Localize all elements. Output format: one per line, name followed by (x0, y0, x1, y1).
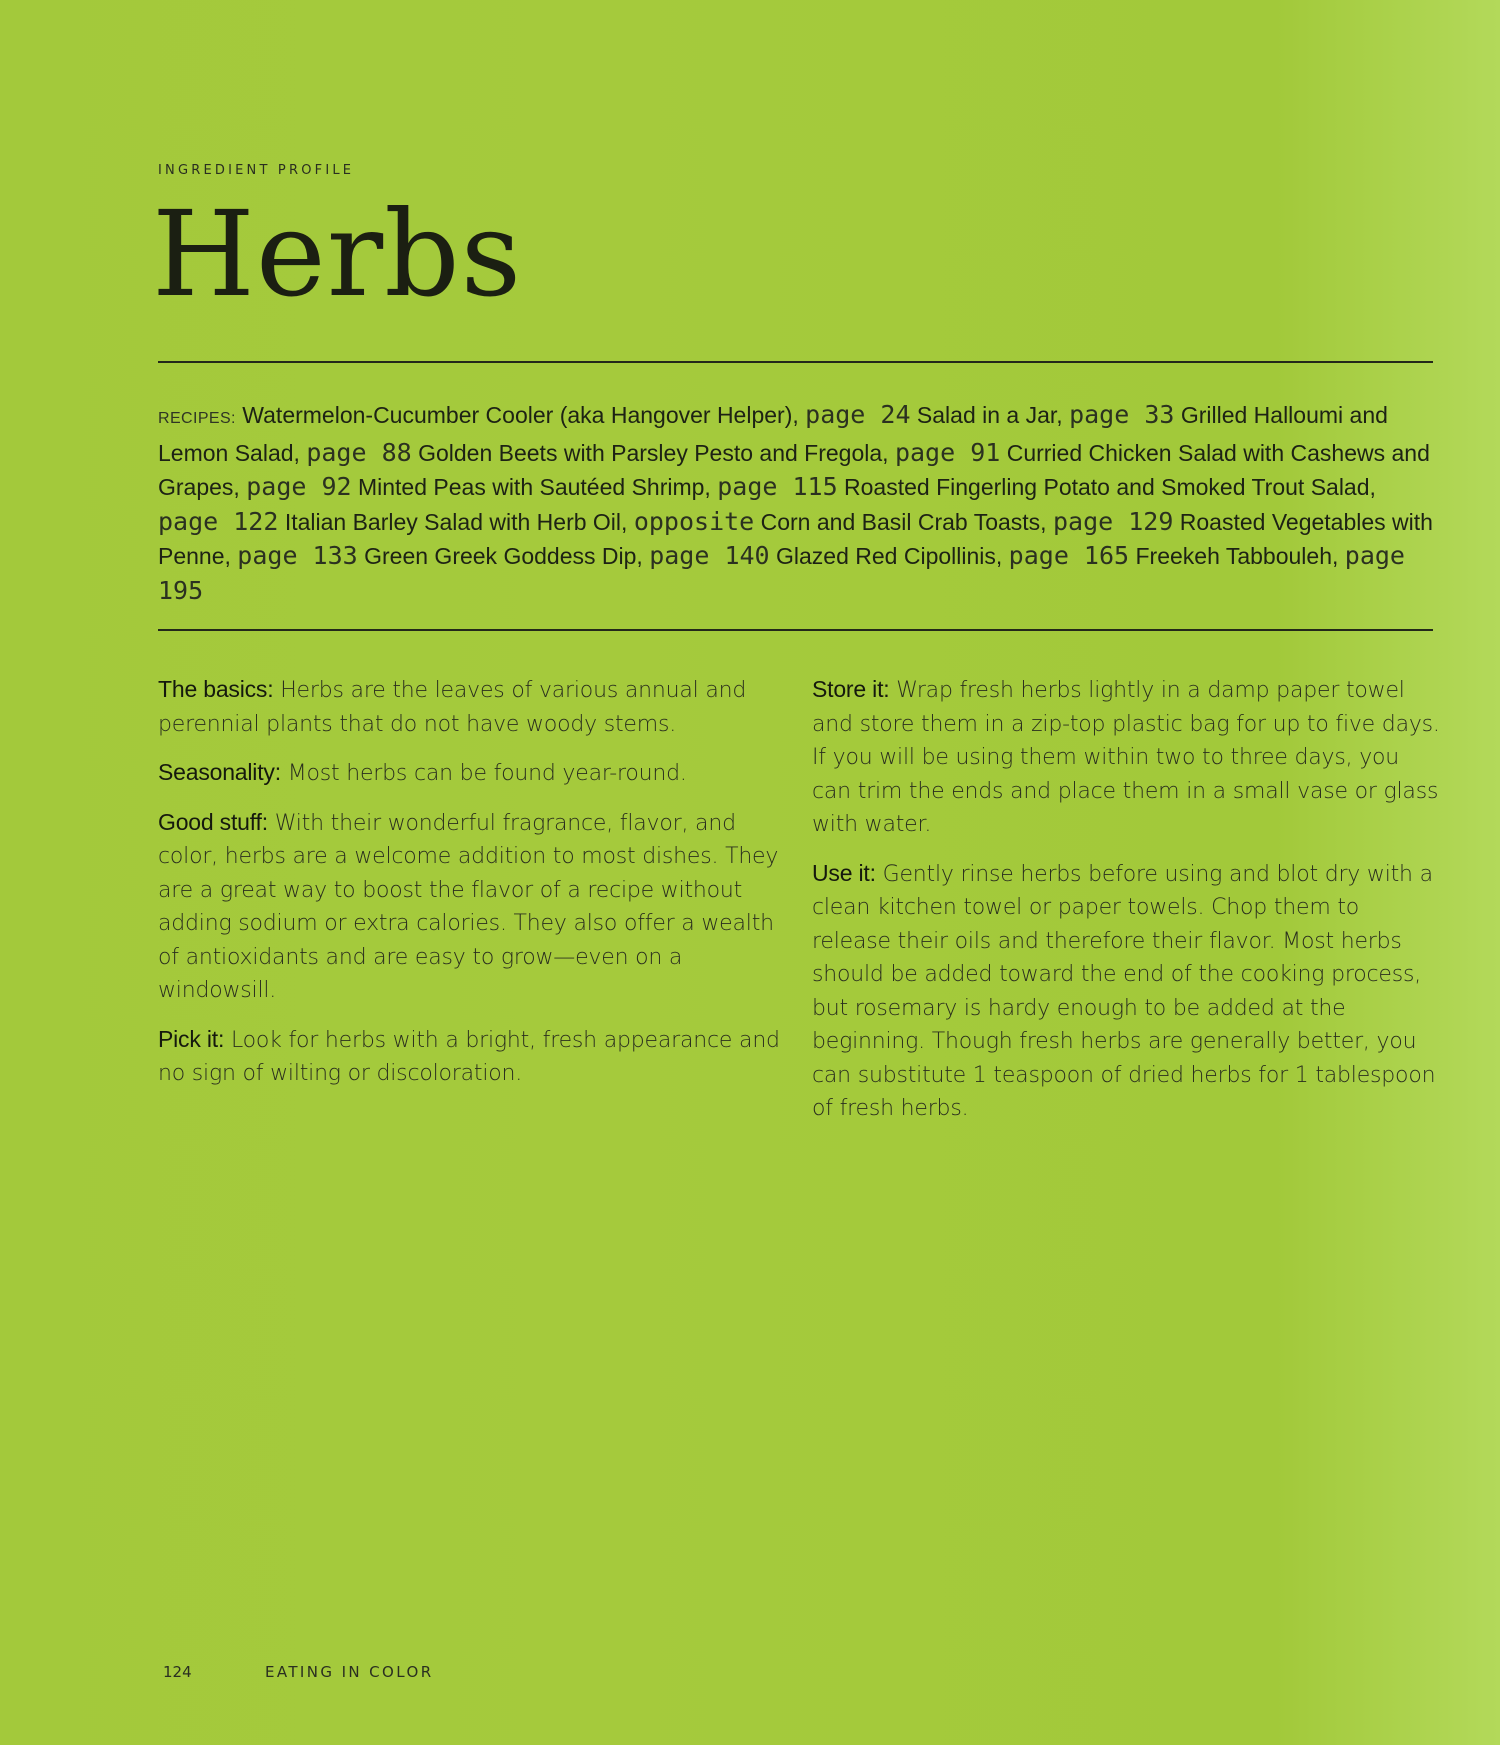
middle-divider (158, 629, 1433, 631)
recipe-page-ref: page 91 (894, 437, 1001, 467)
recipe-page-ref: opposite (633, 506, 755, 536)
recipes-label: RECIPES: (158, 410, 236, 427)
recipe-page-ref: page 140 (649, 541, 770, 570)
profile-paragraph (812, 857, 1440, 1126)
profile-paragraph (158, 673, 780, 741)
recipe-page-ref: page 88 (306, 437, 412, 467)
paragraph-text: Look for herbs with a bright, fresh appearance and no sign of wilting or discoloration. (158, 1027, 780, 1086)
recipe-name: Corn and Basil Crab Toasts, (760, 508, 1047, 535)
profile-paragraph (158, 1023, 780, 1091)
left-column (158, 673, 780, 1106)
recipe-name: Minted Peas with Sautéed Shrimp, (357, 474, 711, 500)
running-head: EATING IN COLOR (265, 1663, 434, 1681)
paragraph-text: Wrap fresh herbs lightly in a damp paper towel and store them in a zip-top plastic bag for up to five days. If you will be using them within two to three days, you can trim the ends and place them in a small vase or glass with water. (812, 678, 1440, 837)
top-divider (158, 361, 1433, 363)
recipe-name: Watermelon-Cucumber Cooler (aka Hangover Helper), (242, 402, 799, 428)
recipe-page-ref: page 165 (1008, 541, 1130, 570)
page-number: 124 (163, 1663, 192, 1681)
recipe-page-ref: page 115 (717, 472, 838, 501)
section-eyebrow: INGREDIENT PROFILE (158, 163, 355, 178)
recipe-name: Roasted Vegetables with Penne, (158, 508, 1433, 569)
recipe-page-ref: page 33 (1069, 400, 1175, 429)
paragraph-lead: Store it: (812, 676, 890, 702)
recipe-page-ref: page 195 (158, 541, 1405, 605)
paragraph-text: With their wonderful fragrance, flavor, and color, herbs are a welcome addition to most dishes. They are a great way to boost the flavor of a recipe without adding sodium or extra calories. They also offer a wealth of antioxidants and are easy to grow—even on a windowsill. (158, 810, 779, 1003)
page-title: Herbs (152, 185, 523, 323)
recipe-page-ref: page 129 (1052, 506, 1174, 536)
recipe-name: Freekeh Tabbouleh, (1135, 543, 1339, 569)
recipes-entries (158, 402, 1433, 604)
paragraph-lead: Pick it: (158, 1025, 225, 1052)
paragraph-lead: Good stuff: (158, 808, 268, 835)
recipe-name: Roasted Fingerling Potato and Smoked Trout Salad, (844, 474, 1376, 500)
recipe-page-ref: page 133 (237, 541, 358, 570)
recipe-page-ref: page 24 (805, 400, 911, 429)
paragraph-lead: Seasonality: (158, 759, 281, 785)
paragraph-lead: The basics: (158, 676, 274, 702)
recipe-name: Glazed Red Cipollinis, (776, 543, 1003, 569)
recipe-name: Golden Beets with Parsley Pesto and Fregola, (418, 439, 889, 466)
profile-paragraph (158, 806, 780, 1008)
recipe-name: Italian Barley Salad with Herb Oil, (284, 508, 628, 535)
paragraph-text: Herbs are the leaves of various annual and perennial plants that do not have woody stems. (158, 678, 747, 737)
recipe-name: Salad in a Jar, (916, 402, 1063, 428)
paragraph-text: Gently rinse herbs before using and blot dry with a clean kitchen towel or paper towels. Chop them to release their oils and therefore their flavor. Most herbs should be added toward the end of the cooking process, but rosemary is hardy enough to be added at the beginning. Though fresh herbs are generally better, you can substitute 1 teaspoon of dried herbs for 1 tablespoon of fresh herbs. (812, 861, 1436, 1121)
recipe-name: Green Greek Goddess Dip, (364, 543, 643, 569)
right-column (812, 673, 1440, 1141)
recipe-page-ref: page 92 (246, 472, 352, 501)
paragraph-lead: Use it: (812, 859, 876, 886)
recipes-list (158, 398, 1440, 608)
recipe-page-ref: page 122 (158, 506, 279, 536)
profile-paragraph (812, 673, 1440, 842)
recipe-name: Grilled Halloumi and Lemon Salad, (158, 402, 1388, 466)
profile-paragraph (158, 756, 780, 791)
recipe-name: Curried Chicken Salad with Cashews and Grapes, (158, 439, 1430, 500)
paragraph-text: Most herbs can be found year-round. (287, 761, 687, 786)
